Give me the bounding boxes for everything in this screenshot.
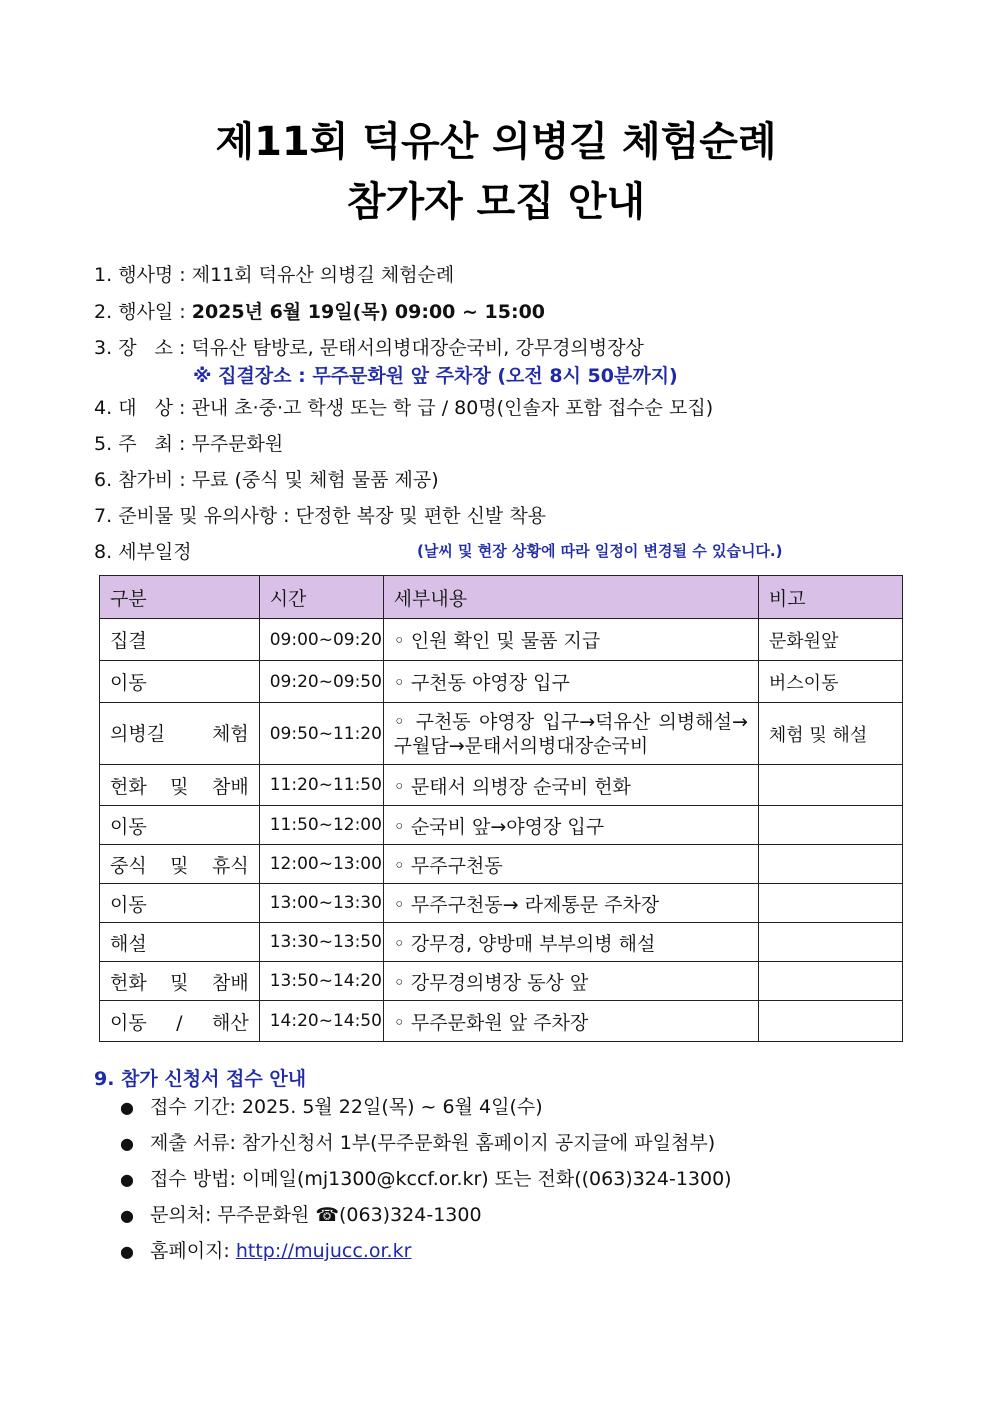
bullet-icon: ● [120,1134,134,1153]
page-subtitle: 참가자 모집 안내 [346,179,646,225]
item-number: 3. [94,337,113,359]
remark-cell [758,923,902,962]
item-event-date [94,297,545,324]
table-row [100,845,903,884]
detail-cell: ◦ 무주구천동→ 라제통문 주차장 [383,884,758,923]
detail-cell: ◦ 구천동 야영장 입구→덕유산 의병해설→구월담→문태서의병대장순국비 [383,703,758,765]
time-cell: 13:30~13:50 [259,923,383,962]
column-header: 비고 [758,576,902,619]
item-text: 세부일정 [118,541,192,563]
time-cell: 12:00~13:00 [259,845,383,884]
list-item [120,1130,732,1166]
remark-cell [758,884,902,923]
category-cell: 이동 / 해산 [100,1001,260,1042]
item-number: 7. [94,505,113,527]
schedule-change-note: (날씨 및 현장 상황에 따라 일정이 변경될 수 있습니다.) [417,542,783,560]
item-text: 주 최 : 무주문화원 [118,433,284,455]
column-header: 시간 [259,576,383,619]
list-item [120,1166,732,1202]
remark-cell: 버스이동 [758,661,902,703]
item-schedule [94,537,192,564]
table-row [100,923,903,962]
category-cell: 중식 및 휴식 [100,845,260,884]
item-fee [94,465,439,492]
remark-cell [758,845,902,884]
remark-cell: 체험 및 해설 [758,703,902,765]
time-cell: 11:50~12:00 [259,806,383,845]
item-text: 장 소 : 덕유산 탐방로, 문태서의병대장순국비, 강무경의병장상 [118,337,644,359]
item-number: 5. [94,433,113,455]
event-date-value: 2025년 6월 19일(목) 09:00 ~ 15:00 [191,301,546,323]
remark-cell [758,1001,902,1042]
remark-cell [758,806,902,845]
homepage-label: 홈페이지: [150,1240,236,1262]
item-text: 대 상 : 관내 초·중·고 학생 또는 학 급 / 80명(인솔자 포함 접수순 모집) [118,397,714,419]
detail-cell: ◦ 무주구천동 [383,845,758,884]
list-item [120,1238,732,1274]
item-number: 1. [94,264,113,286]
detail-cell: ◦ 문태서 의병장 순국비 헌화 [383,765,758,806]
table-row [100,1001,903,1042]
meeting-place-note: ※ 집결장소 : 무주문화원 앞 주차장 (오전 8시 50분까지) [193,365,678,387]
item-label: 행사일 : [118,301,192,323]
application-method: 접수 방법: 이메일(mj1300@kccf.or.kr) 또는 전화((063)324-1300) [150,1168,732,1190]
schedule-table [99,575,903,1042]
time-cell: 14:20~14:50 [259,1001,383,1042]
detail-cell: ◦ 인원 확인 및 물품 지급 [383,619,758,661]
page-title: 제11회 덕유산 의병길 체험순례 [215,119,777,165]
bullet-icon: ● [120,1170,134,1189]
category-cell: 헌화 및 참배 [100,962,260,1001]
application-heading: 9. 참가 신청서 접수 안내 [94,1068,307,1090]
category-cell: 의병길 체험 [100,703,260,765]
detail-cell: ◦ 강무경, 양방매 부부의병 해설 [383,923,758,962]
bullet-icon: ● [120,1242,134,1261]
detail-cell: ◦ 강무경의병장 동상 앞 [383,962,758,1001]
category-cell: 이동 [100,806,260,845]
item-number: 6. [94,469,113,491]
list-item [120,1202,732,1238]
item-number: 8. [94,541,113,563]
category-cell: 이동 [100,884,260,923]
application-documents: 제출 서류: 참가신청서 1부(무주문화원 홈페이지 공지글에 파일첨부) [150,1132,716,1154]
remark-cell [758,962,902,1001]
item-number: 2. [94,301,113,323]
category-cell: 해설 [100,923,260,962]
application-period: 접수 기간: 2025. 5월 22일(목) ~ 6월 4일(수) [150,1096,543,1118]
time-cell: 09:00~09:20 [259,619,383,661]
time-cell: 09:50~11:20 [259,703,383,765]
item-preparation [94,501,546,528]
column-header: 세부내용 [383,576,758,619]
table-row [100,661,903,703]
category-cell: 헌화 및 참배 [100,765,260,806]
item-host [94,429,283,456]
time-cell: 13:00~13:30 [259,884,383,923]
table-row [100,884,903,923]
item-number: 4. [94,397,113,419]
time-cell: 09:20~09:50 [259,661,383,703]
remark-cell: 문화원앞 [758,619,902,661]
item-text: 행사명 : 제11회 덕유산 의병길 체험순례 [118,264,455,286]
list-item [120,1094,732,1130]
table-row [100,765,903,806]
time-cell: 13:50~14:20 [259,962,383,1001]
detail-cell: ◦ 구천동 야영장 입구 [383,661,758,703]
category-cell: 집결 [100,619,260,661]
table-row [100,619,903,661]
remark-cell [758,765,902,806]
item-location [94,333,644,360]
item-text: 참가비 : 무료 (중식 및 체험 물품 제공) [118,469,439,491]
column-header: 구분 [100,576,260,619]
item-text: 준비물 및 유의사항 : 단정한 복장 및 편한 신발 착용 [118,505,547,527]
detail-cell: ◦ 무주문화원 앞 주차장 [383,1001,758,1042]
item-event-name [94,260,454,287]
contact-info: 문의처: 무주문화원 ☎(063)324-1300 [150,1204,482,1226]
table-row [100,806,903,845]
table-header-row [100,576,903,619]
bullet-icon: ● [120,1098,134,1117]
homepage-link[interactable]: http://mujucc.or.kr [235,1240,412,1262]
time-cell: 11:20~11:50 [259,765,383,806]
detail-cell: ◦ 순국비 앞→야영장 입구 [383,806,758,845]
table-row [100,962,903,1001]
item-target [94,393,713,420]
table-row [100,703,903,765]
bullet-icon: ● [120,1206,134,1225]
category-cell: 이동 [100,661,260,703]
application-list [120,1094,732,1274]
